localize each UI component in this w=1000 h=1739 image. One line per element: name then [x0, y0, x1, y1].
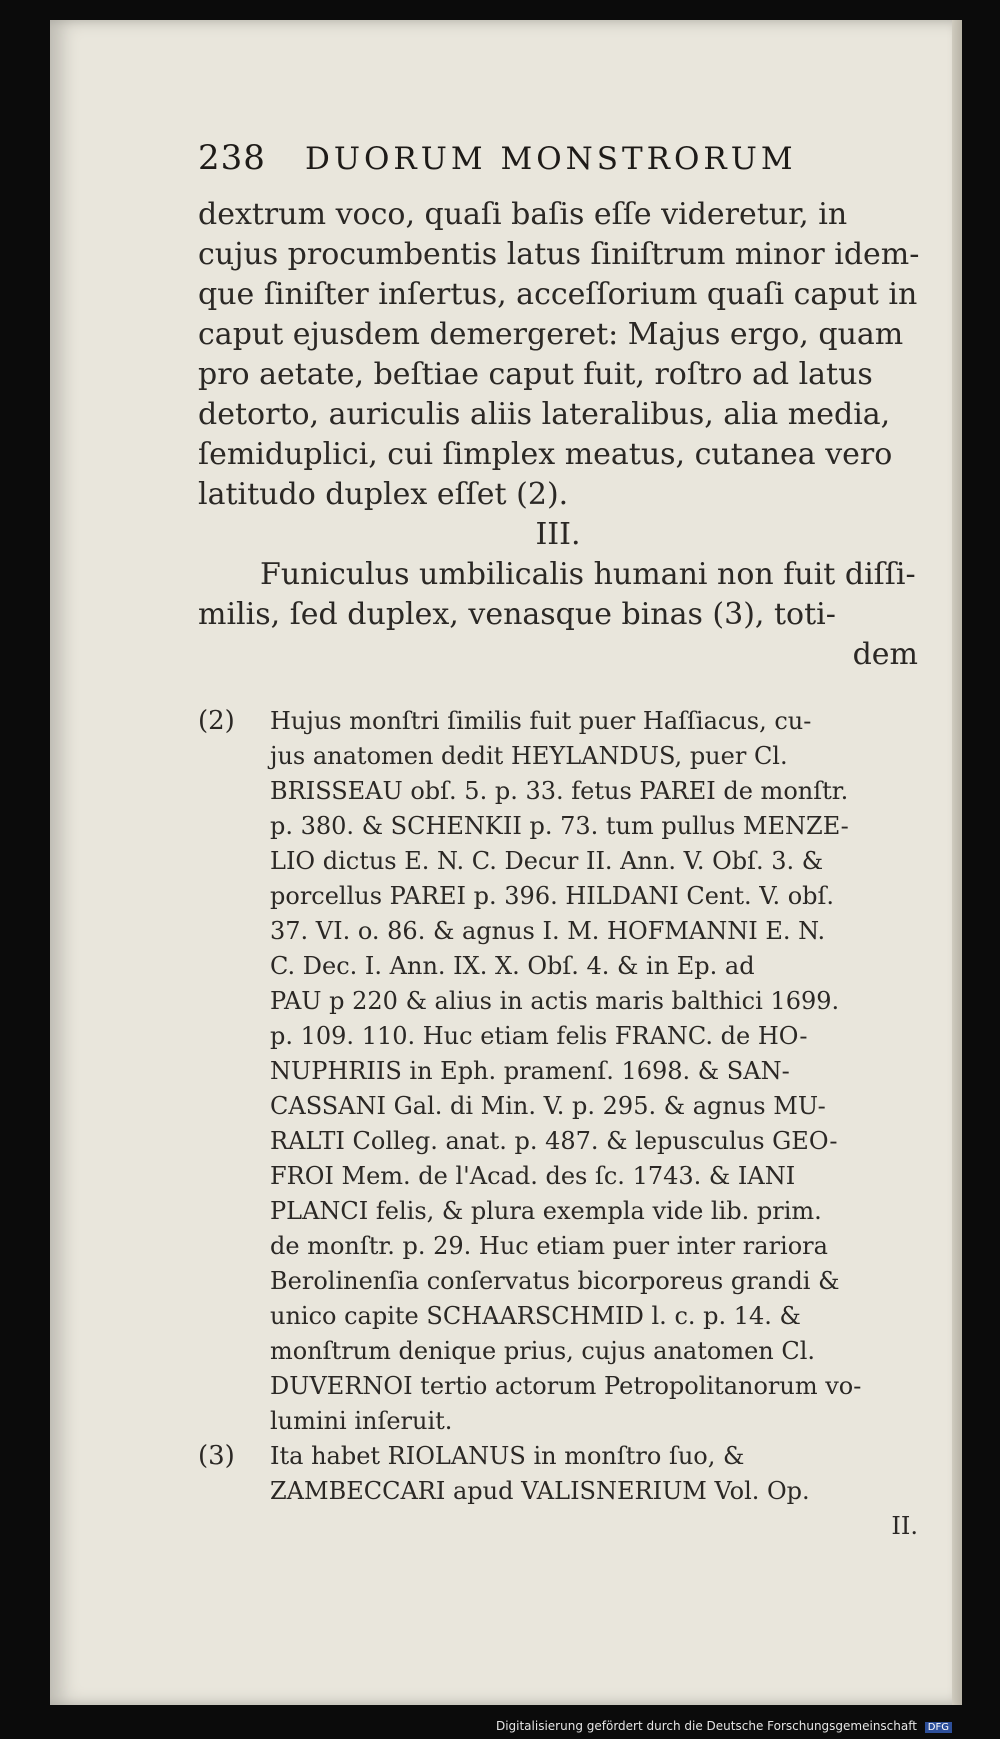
footnote-line: ZAMBECCARI apud VALISNERIUM Vol. Op.	[270, 1477, 810, 1505]
footnote-line: LIO dictus E. N. C. Decur II. Ann. V. Obſ. 3. &	[270, 847, 824, 875]
text-line: caput ejusdem demergeret: Majus ergo, quam	[198, 317, 904, 352]
footnote-line: NUPHRIIS in Eph. pramenſ. 1698. & SAN-	[270, 1057, 790, 1085]
footnote-line: 37. VI. o. 86. & agnus I. M. HOFMANNI E. N.	[270, 917, 826, 945]
footnote-line: PAU p 220 & alius in actis maris balthici 1699.	[270, 987, 840, 1015]
running-head	[198, 138, 878, 178]
footnotes	[198, 704, 918, 1544]
digitization-footer	[496, 1719, 952, 1733]
footnote-line: p. 109. 110. Huc etiam felis FRANC. de HO-	[270, 1022, 808, 1050]
footer-text: Digitalisierung gefördert durch die Deutsche Forschungsgemeinschaft	[495, 1719, 917, 1733]
footnote-line: de monſtr. p. 29. Huc etiam puer inter rariora	[270, 1232, 828, 1260]
footnote-text: Ita habet RIOLANUS in monſtro ſuo, &	[270, 1442, 745, 1470]
running-title: DUORUM MONSTRORUM	[305, 141, 797, 177]
footnote-line: p. 380. & SCHENKII p. 73. tum pullus MENZE-	[270, 812, 849, 840]
footnote-line: Berolinenſia conſervatus bicorporeus grandi &	[270, 1267, 840, 1295]
main-text	[198, 195, 918, 675]
footnote-line: monſtrum denique prius, cujus anatomen Cl.	[270, 1337, 816, 1365]
text-line: dextrum voco, quaſi baſis eſſe videretur, in	[198, 197, 848, 232]
page-edge	[952, 20, 962, 1705]
text-line: que ſiniſter inſertus, acceſſorium quaſi caput in	[198, 277, 918, 312]
footnote-line	[198, 704, 918, 739]
text-line: milis, ſed duplex, venasque binas (3), toti-	[198, 597, 836, 632]
footnote-line: lumini inſeruit.	[270, 1407, 453, 1435]
footnote-marker: (2)	[198, 706, 235, 736]
footnote-catchword: II.	[891, 1512, 918, 1540]
catchword: dem	[852, 637, 918, 672]
footnote-line: BRISSEAU obſ. 5. p. 33. fetus PAREI de monſtr.	[270, 777, 849, 805]
text-line: detorto, auriculis aliis lateralibus, alia media,	[198, 397, 891, 432]
footnote-line: RALTI Colleg. anat. p. 487. & lepusculus GEO-	[270, 1127, 838, 1155]
footnote-line	[198, 1439, 918, 1474]
text-line: latitudo duplex eſſet (2).	[198, 477, 569, 512]
footnote-line: DUVERNOI tertio actorum Petropolitanorum vo-	[270, 1372, 862, 1400]
page-number: 238	[198, 138, 266, 178]
footnote-line: C. Dec. I. Ann. IX. X. Obſ. 4. & in Ep. ad	[270, 952, 755, 980]
text-line: ſemiduplici, cui ſimplex meatus, cutanea vero	[198, 437, 893, 472]
footnote-line: jus anatomen dedit HEYLANDUS, puer Cl.	[270, 742, 788, 770]
footnote-line: unico capite SCHAARSCHMID l. c. p. 14. &	[270, 1302, 801, 1330]
footnote-line: porcellus PAREI p. 396. HILDANI Cent. V. obſ.	[270, 882, 835, 910]
footnote-line: CASSANI Gal. di Min. V. p. 295. & agnus MU-	[270, 1092, 826, 1120]
text-line: Funiculus umbilicalis humani non fuit diſſi-	[260, 557, 916, 592]
footnote-text: Hujus monſtri ſimilis fuit puer Haſſiacus, cu-	[270, 707, 812, 735]
footnote-line: PLANCI felis, & plura exempla vide lib. prim.	[270, 1197, 822, 1225]
footnote-line: FROI Mem. de l'Acad. des ſc. 1743. & IANI	[270, 1162, 796, 1190]
section-heading: III.	[535, 517, 581, 552]
text-line: pro aetate, beſtiae caput fuit, roſtro ad latus	[198, 357, 873, 392]
dfg-logo: DFG	[925, 1722, 952, 1733]
text-line: cujus procumbentis latus ſiniſtrum minor idem-	[198, 237, 920, 272]
footnote-marker: (3)	[198, 1441, 235, 1471]
